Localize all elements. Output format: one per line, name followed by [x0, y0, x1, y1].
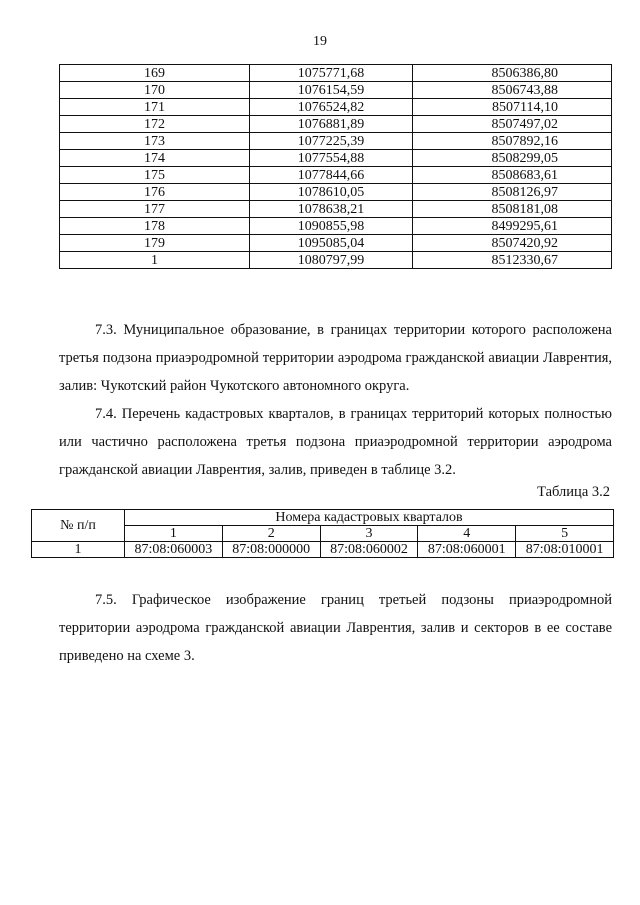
- point-number: 170: [60, 82, 250, 99]
- table-row: [60, 99, 612, 116]
- paragraph-7-5: [59, 586, 612, 670]
- subheader-col: 5: [516, 526, 614, 542]
- coordinate-y: 8506386,80: [413, 65, 612, 82]
- coordinate-x: 1095085,04: [250, 235, 413, 252]
- point-number: 175: [60, 167, 250, 184]
- coordinate-y: 8499295,61: [413, 218, 612, 235]
- coordinate-y: 8508683,61: [413, 167, 612, 184]
- point-number: 173: [60, 133, 250, 150]
- table-row: [60, 82, 612, 99]
- coordinates-table-body: [60, 65, 612, 269]
- table-row: [60, 184, 612, 201]
- coordinate-y: 8508181,08: [413, 201, 612, 218]
- table-row: [60, 116, 612, 133]
- coordinate-y: 8507497,02: [413, 116, 612, 133]
- page-number: 19: [313, 34, 327, 49]
- paragraph-7-5-text: 7.5. Графическое изображение границ третьей подзоны приаэродромной территории аэродрома гражданской авиации Лаврентия, залив и секторов в ее составе приведено на схеме 3.: [59, 592, 612, 664]
- coordinate-x: 1078638,21: [250, 201, 413, 218]
- point-number: 178: [60, 218, 250, 235]
- point-number: 176: [60, 184, 250, 201]
- table-caption: Таблица 3.2: [537, 484, 610, 500]
- coordinate-y: 8508126,97: [413, 184, 612, 201]
- subheader-col: 2: [222, 526, 320, 542]
- table-header-row: [32, 510, 614, 526]
- paragraph-7-4-text: 7.4. Перечень кадастровых кварталов, в границах территорий которых полностью или частично расположена третья подзона приаэродромной территории аэродрома гражданской авиации Лаврентия, залив, приведен в таблице 3.2.: [59, 406, 612, 478]
- point-number: 174: [60, 150, 250, 167]
- table-row: [60, 218, 612, 235]
- table-row: [60, 201, 612, 218]
- coordinates-table: [59, 64, 612, 269]
- coordinate-y: 8512330,67: [413, 252, 612, 269]
- header-np: № п/п: [32, 510, 125, 542]
- coordinate-y: 8506743,88: [413, 82, 612, 99]
- table-row: [60, 133, 612, 150]
- point-number: 179: [60, 235, 250, 252]
- paragraph-7-4: [59, 400, 612, 484]
- coordinate-x: 1077844,66: [250, 167, 413, 184]
- coordinate-x: 1077225,39: [250, 133, 413, 150]
- quarter-value: 87:08:060002: [320, 542, 418, 558]
- coordinate-x: 1080797,99: [250, 252, 413, 269]
- coordinate-x: 1077554,88: [250, 150, 413, 167]
- header-group: Номера кадастровых кварталов: [125, 510, 614, 526]
- table-row: [60, 167, 612, 184]
- quarter-value: 87:08:060003: [125, 542, 223, 558]
- quarter-value: 87:08:000000: [222, 542, 320, 558]
- subheader-col: 1: [125, 526, 223, 542]
- coordinate-y: 8507892,16: [413, 133, 612, 150]
- table-row: [60, 150, 612, 167]
- point-number: 169: [60, 65, 250, 82]
- coordinate-x: 1076524,82: [250, 99, 413, 116]
- point-number: 1: [60, 252, 250, 269]
- paragraph-7-3: [59, 316, 612, 400]
- cadastral-quarters-table: [31, 509, 614, 558]
- quarter-value: 87:08:010001: [516, 542, 614, 558]
- subheader-col: 4: [418, 526, 516, 542]
- coordinate-x: 1075771,68: [250, 65, 413, 82]
- coordinate-y: 8507114,10: [413, 99, 612, 116]
- coordinate-y: 8507420,92: [413, 235, 612, 252]
- subheader-col: 3: [320, 526, 418, 542]
- table-row: [60, 65, 612, 82]
- point-number: 171: [60, 99, 250, 116]
- quarter-value: 87:08:060001: [418, 542, 516, 558]
- point-number: 177: [60, 201, 250, 218]
- point-number: 172: [60, 116, 250, 133]
- table-row: [60, 252, 612, 269]
- coordinate-x: 1078610,05: [250, 184, 413, 201]
- coordinate-x: 1076154,59: [250, 82, 413, 99]
- paragraph-7-3-text: 7.3. Муниципальное образование, в границах территории которого расположена третья подзона приаэродромной территории аэродрома гражданской авиации Лаврентия, залив: Чукотский район Чукотского автономного округа.: [59, 322, 612, 394]
- coordinate-y: 8508299,05: [413, 150, 612, 167]
- row-number: 1: [32, 542, 125, 558]
- coordinate-x: 1090855,98: [250, 218, 413, 235]
- table-row: [60, 235, 612, 252]
- coordinate-x: 1076881,89: [250, 116, 413, 133]
- table-row: [32, 542, 614, 558]
